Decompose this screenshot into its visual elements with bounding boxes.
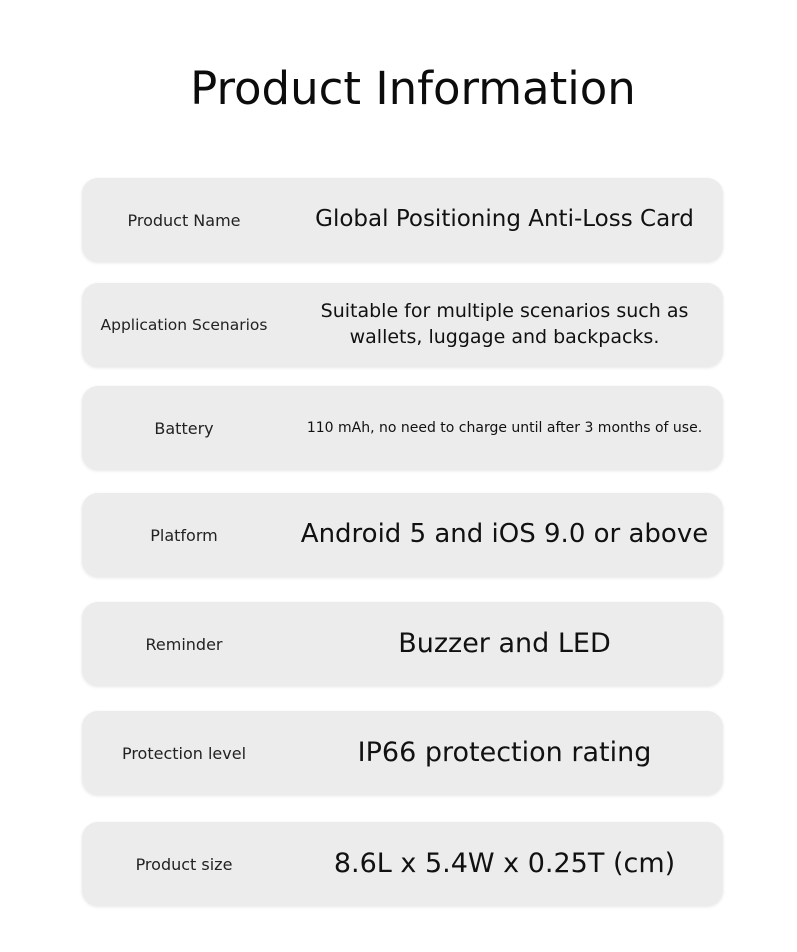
row-label: Product Name — [127, 210, 241, 230]
row-label: Protection level — [121, 743, 247, 763]
info-row-product-size — [82, 822, 723, 906]
row-label: Reminder — [145, 634, 223, 654]
row-label: Platform — [150, 525, 218, 545]
row-label: Battery — [154, 418, 214, 438]
row-value: IP66 protection rating — [357, 736, 652, 768]
row-label: Product size — [135, 854, 233, 874]
row-value: 8.6L x 5.4W x 0.25T (cm) — [333, 847, 676, 879]
row-label: Application Scenarios — [100, 316, 268, 334]
row-value: Suitable for multiple scenarios such as wallets, luggage and backpacks. — [320, 300, 689, 348]
row-value: 110 mAh, no need to charge until after 3 months of use. — [306, 419, 703, 436]
info-row-platform — [82, 493, 723, 577]
info-row-product-name — [82, 178, 723, 262]
row-value: Buzzer and LED — [398, 627, 611, 659]
row-value: Android 5 and iOS 9.0 or above — [300, 519, 709, 550]
page-title: Product Information — [190, 62, 636, 115]
info-row-battery — [82, 386, 723, 470]
info-row-reminder — [82, 602, 723, 686]
info-row-application-scenarios — [82, 283, 723, 367]
row-value: Global Positioning Anti-Loss Card — [315, 206, 694, 233]
info-row-protection-level — [82, 711, 723, 795]
